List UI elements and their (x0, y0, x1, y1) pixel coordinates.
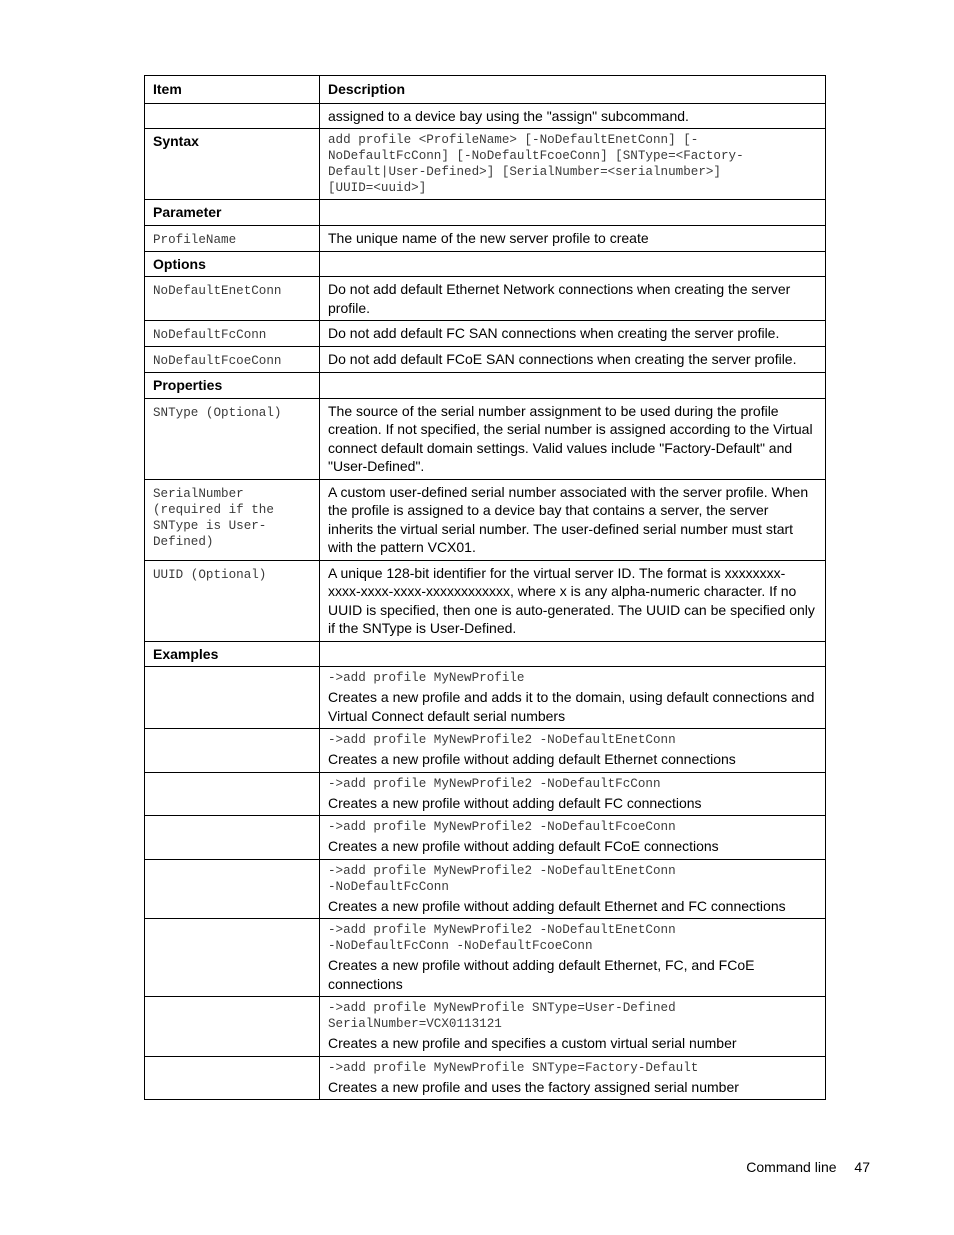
section-row-options (145, 251, 826, 277)
example-description: Creates a new profile and uses the factory assigned serial number (328, 1078, 739, 1095)
intro-description: assigned to a device bay using the "assign" subcommand. (320, 103, 826, 129)
intro-row (145, 103, 826, 129)
example-description: Creates a new profile without adding default Ethernet connections (328, 751, 736, 767)
parameter-label: Parameter (145, 200, 320, 226)
table-header-row (145, 76, 826, 104)
page-footer (746, 1159, 870, 1175)
header-item: Item (145, 76, 320, 104)
example-cell (320, 859, 826, 919)
option-name-cell (145, 321, 320, 347)
example-empty-cell (145, 919, 320, 997)
page-number: 47 (854, 1159, 870, 1175)
syntax-line: add profile <ProfileName> [-NoDefaultEnetConn] [- (328, 133, 699, 147)
parameter-row (145, 225, 826, 251)
option-name-cell (145, 347, 320, 373)
example-row (145, 919, 826, 997)
example-row (145, 859, 826, 919)
section-empty-cell (320, 641, 826, 667)
option-name: NoDefaultFcConn (153, 328, 267, 342)
example-command-continued: SerialNumber=VCX0113121 (328, 1017, 502, 1031)
example-command-continued: -NoDefaultFcConn (328, 879, 449, 894)
syntax-line: [UUID=<uuid>] (328, 181, 427, 195)
example-description: Creates a new profile without adding default Ethernet, FC, and FCoE connections (328, 957, 755, 992)
example-empty-cell (145, 816, 320, 860)
example-cell (320, 1056, 826, 1100)
example-command: ->add profile MyNewProfile2 -NoDefaultFcConn (328, 776, 661, 791)
example-command-continued: -NoDefaultFcConn -NoDefaultFcoeConn (328, 939, 593, 953)
example-empty-cell (145, 772, 320, 816)
property-row (145, 479, 826, 560)
example-description: Creates a new profile without adding default FCoE connections (328, 838, 719, 854)
option-name: NoDefaultEnetConn (153, 284, 282, 298)
example-cell (320, 816, 826, 860)
example-row (145, 729, 826, 773)
syntax-label: Syntax (145, 129, 320, 200)
example-description: Creates a new profile without adding default Ethernet and FC connections (328, 897, 786, 914)
example-description: Creates a new profile and adds it to the domain, using default connections and Virtual Connect default serial numbers (328, 689, 815, 724)
option-row (145, 347, 826, 373)
example-command: ->add profile MyNewProfile2 -NoDefaultEnetConn (328, 923, 676, 937)
example-empty-cell (145, 667, 320, 729)
example-empty-cell (145, 997, 320, 1057)
example-command: ->add profile MyNewProfile (328, 671, 525, 685)
property-row (145, 398, 826, 479)
footer-section-title: Command line (746, 1159, 837, 1175)
property-name: UUID (Optional) (153, 567, 267, 582)
property-description: A unique 128-bit identifier for the virtual server ID. The format is xxxxxxxx-xxxx-xxxx-xxxx-xxxxxxxxxxxx, where x is any alpha-numeric character. If no UUID is specified, then one is auto-generated. The UUID can be specified only if the SNType is User-Defined. (320, 560, 826, 641)
section-empty-cell (320, 373, 826, 399)
example-cell (320, 772, 826, 816)
option-description: Do not add default FCoE SAN connections when creating the server profile. (320, 347, 826, 373)
example-command: ->add profile MyNewProfile2 -NoDefaultEnetConn (328, 863, 676, 878)
option-description: Do not add default FC SAN connections when creating the server profile. (320, 321, 826, 347)
example-row (145, 772, 826, 816)
header-description: Description (320, 76, 826, 104)
property-description: The source of the serial number assignment to be used during the profile creation. If not specified, the serial number is assigned according to the Virtual connect default domain settings. Valid values include "Factory-Default" and "User-Defined". (320, 398, 826, 479)
parameter-name-cell (145, 225, 320, 251)
option-name-cell (145, 277, 320, 321)
property-row (145, 560, 826, 641)
property-description: A custom user-defined serial number associated with the server profile. When the profile is assigned to a device bay that contains a server, the server inherits the virtual serial number. The user-defined serial number must start with the pattern VCX01. (320, 479, 826, 560)
option-name: NoDefaultFcoeConn (153, 354, 282, 368)
example-description: Creates a new profile and specifies a custom virtual serial number (328, 1035, 737, 1051)
example-row (145, 816, 826, 860)
property-name-cell (145, 398, 320, 479)
command-reference-table (144, 75, 826, 1100)
intro-item (145, 103, 320, 129)
examples-label: Examples (145, 641, 320, 667)
example-row (145, 667, 826, 729)
example-cell (320, 919, 826, 997)
parameter-description: The unique name of the new server profile to create (320, 225, 826, 251)
option-description: Do not add default Ethernet Network connections when creating the server profile. (320, 277, 826, 321)
parameter-name: ProfileName (153, 232, 237, 247)
property-name: SNType (Optional) (153, 405, 282, 420)
options-label: Options (145, 251, 320, 277)
section-empty-cell (320, 200, 826, 226)
example-command: ->add profile MyNewProfile2 -NoDefaultEnetConn (328, 733, 676, 747)
example-cell (320, 997, 826, 1057)
syntax-line: NoDefaultFcConn] [-NoDefaultFcoeConn] [SNType=<Factory- (328, 149, 744, 163)
example-cell (320, 667, 826, 729)
example-command: ->add profile MyNewProfile SNType=User-Defined (328, 1001, 676, 1015)
syntax-value (320, 129, 826, 200)
syntax-row (145, 129, 826, 200)
example-command: ->add profile MyNewProfile2 -NoDefaultFcoeConn (328, 820, 676, 834)
option-row (145, 277, 826, 321)
property-name-cell (145, 560, 320, 641)
syntax-line: Default|User-Defined>] [SerialNumber=<serialnumber>] (328, 165, 721, 179)
section-row-parameter (145, 200, 826, 226)
example-empty-cell (145, 729, 320, 773)
property-name-cell (145, 479, 320, 560)
example-row (145, 1056, 826, 1100)
example-empty-cell (145, 1056, 320, 1100)
example-description: Creates a new profile without adding default FC connections (328, 794, 702, 811)
option-row (145, 321, 826, 347)
properties-label: Properties (145, 373, 320, 399)
example-cell (320, 729, 826, 773)
section-row-examples (145, 641, 826, 667)
example-row (145, 997, 826, 1057)
example-command: ->add profile MyNewProfile SNType=Factory-Default (328, 1060, 699, 1075)
section-row-properties (145, 373, 826, 399)
section-empty-cell (320, 251, 826, 277)
example-empty-cell (145, 859, 320, 919)
property-name: SerialNumber (required if the SNType is User-Defined) (153, 486, 274, 549)
